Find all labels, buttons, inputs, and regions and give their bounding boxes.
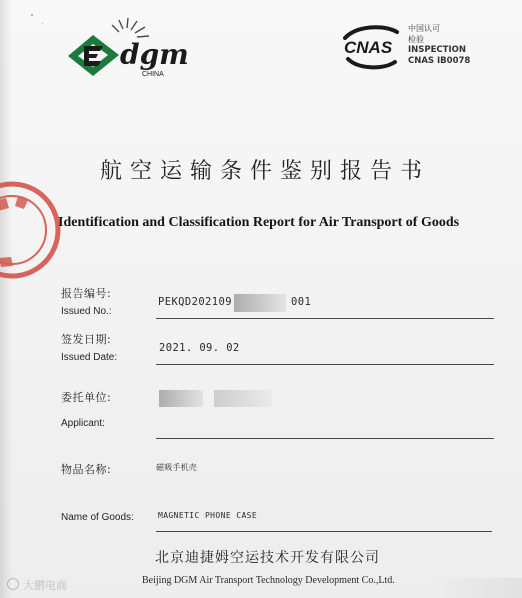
- report-title-zh: 航空运输条件鉴别报告书: [100, 159, 431, 184]
- cnas-text-line: 检验: [408, 35, 424, 44]
- watermark-logo-icon: [7, 578, 19, 590]
- cnas-mark-text: CNAS: [344, 38, 393, 57]
- issued-no-label-zh: 报告编号:: [61, 287, 112, 300]
- company-name-en: Beijing DGM Air Transport Technology Development Co.,Ltd.: [142, 575, 395, 586]
- paper-speck: [42, 23, 43, 24]
- redacted-applicant-part-2: [214, 390, 272, 407]
- goods-value-en: MAGNETIC PHONE CASE: [158, 511, 258, 520]
- platform-watermark: [7, 577, 67, 593]
- sun-rays-icon: [112, 18, 149, 37]
- dgm-emblem-icon: [68, 35, 119, 76]
- dgm-logo-svg: [58, 18, 208, 86]
- applicant-label-en: Applicant:: [61, 418, 105, 429]
- issued-no-value-suffix: 001: [291, 296, 312, 308]
- cnas-text-line: CNAS IB0078: [408, 56, 471, 66]
- cnas-badge: [338, 22, 488, 82]
- goods-value-zh: 磁吸手机壳: [156, 463, 197, 472]
- paper-speck: [31, 14, 33, 16]
- cnas-text-block: [408, 23, 488, 67]
- dgm-wordmark: dgm: [120, 38, 189, 71]
- dgm-china-label: CHINA: [142, 71, 164, 78]
- issued-date-label-en: Issued Date:: [61, 352, 118, 363]
- cnas-text-line: 中国认可: [408, 24, 440, 33]
- page-fold-shadow: [0, 0, 12, 598]
- official-seal-stamp: [0, 178, 64, 282]
- dgm-logo: [58, 18, 208, 86]
- cnas-text-line: INSPECTION: [408, 45, 466, 55]
- issued-no-value-prefix: PEKQD202109: [158, 296, 232, 308]
- report-title-en: Identification and Classification Report for Air Transport of Goods: [58, 215, 460, 230]
- issued-date-value: 2021. 09. 02: [159, 342, 240, 354]
- issued-date-label-zh: 签发日期:: [61, 333, 112, 346]
- goods-label-en: Name of Goods:: [61, 512, 134, 523]
- watermark-text: 大鹏电商: [23, 579, 67, 592]
- issued-no-label-en: Issued No.:: [61, 306, 112, 317]
- redacted-applicant-part-1: [159, 390, 203, 407]
- goods-label-zh: 物品名称:: [61, 463, 112, 476]
- applicant-label-zh: 委托单位:: [61, 391, 112, 404]
- issued-date-underline: [156, 364, 494, 365]
- company-name-zh: 北京迪捷姆空运技术开发有限公司: [155, 550, 380, 566]
- corner-fade-overlay: [432, 578, 522, 598]
- cnas-logo-icon: [338, 22, 404, 72]
- redacted-issued-no: [234, 294, 286, 312]
- issued-no-underline: [156, 318, 494, 319]
- applicant-underline: [156, 438, 494, 439]
- goods-underline: [156, 531, 492, 532]
